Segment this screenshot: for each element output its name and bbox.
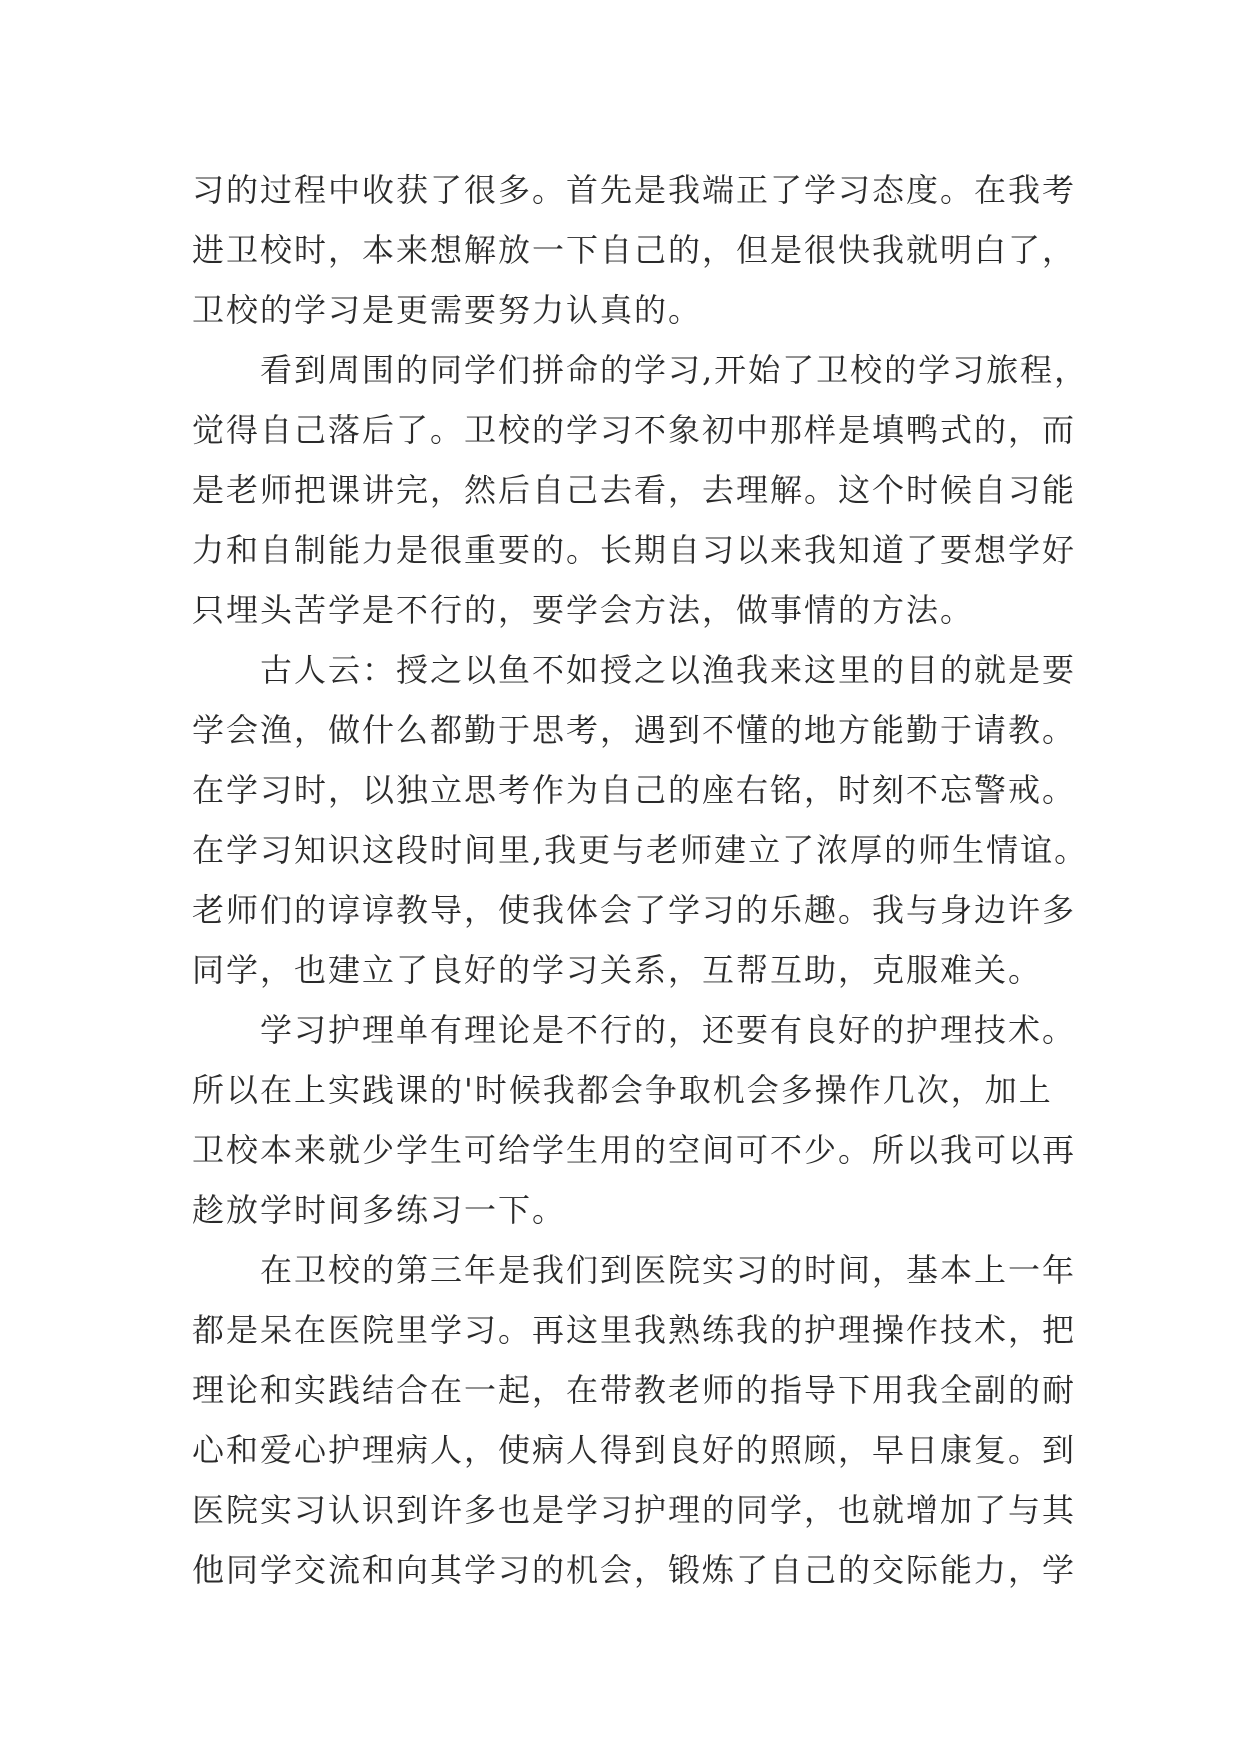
text-line: 卫校的学习是更需要努力认真的。 xyxy=(192,291,703,329)
text-line: 理论和实践结合在一起，在带教老师的指导下用我全副的耐 xyxy=(192,1371,1077,1409)
text-line: 只埋头苦学是不行的，要学会方法，做事情的方法。 xyxy=(192,591,975,629)
text-line: 在学习时，以独立思考作为自己的座右铭，时刻不忘警戒。 xyxy=(192,771,1077,809)
text-line: 他同学交流和向其学习的机会，锻炼了自己的交际能力，学 xyxy=(192,1551,1077,1589)
text-line: 觉得自己落后了。卫校的学习不象初中那样是填鸭式的，而 xyxy=(192,411,1077,449)
text-line: 所以在上实践课的'时候我都会争取机会多操作几次，加上 xyxy=(192,1071,1053,1109)
body-text xyxy=(192,160,1089,1600)
text-line: 学会渔，做什么都勤于思考，遇到不懂的地方能勤于请教。 xyxy=(192,711,1077,749)
text-line: 心和爱心护理病人，使病人得到良好的照顾，早日康复。到 xyxy=(192,1431,1077,1469)
text-line: 同学，也建立了良好的学习关系，互帮互助，克服难关。 xyxy=(192,951,1043,989)
text-line: 都是呆在医院里学习。再这里我熟练我的护理操作技术，把 xyxy=(192,1311,1077,1349)
text-line: 老师们的谆谆教导，使我体会了学习的乐趣。我与身边许多 xyxy=(192,891,1077,929)
text-line: 在学习知识这段时间里,我更与老师建立了浓厚的师生情谊。 xyxy=(192,831,1089,869)
paragraph-first-line: 古人云：授之以鱼不如授之以渔我来这里的目的就是要 xyxy=(260,651,1077,689)
text-line: 卫校本来就少学生可给学生用的空间可不少。所以我可以再 xyxy=(192,1131,1077,1169)
text-line: 是老师把课讲完，然后自己去看，去理解。这个时候自习能 xyxy=(192,471,1077,509)
text-line: 进卫校时，本来想解放一下自己的，但是很快我就明白了， xyxy=(192,231,1077,269)
text-line: 力和自制能力是很重要的。长期自习以来我知道了要想学好 xyxy=(192,531,1077,569)
paragraph-first-line: 在卫校的第三年是我们到医院实习的时间，基本上一年 xyxy=(260,1251,1077,1289)
text-line: 医院实习认识到许多也是学习护理的同学，也就增加了与其 xyxy=(192,1491,1077,1529)
paragraph-first-line: 学习护理单有理论是不行的，还要有良好的护理技术。 xyxy=(260,1011,1077,1049)
paragraph-first-line: 看到周围的同学们拼命的学习,开始了卫校的学习旅程， xyxy=(260,351,1089,389)
text-line: 习的过程中收获了很多。首先是我端正了学习态度。在我考 xyxy=(192,171,1077,209)
text-line: 趁放学时间多练习一下。 xyxy=(192,1191,567,1229)
